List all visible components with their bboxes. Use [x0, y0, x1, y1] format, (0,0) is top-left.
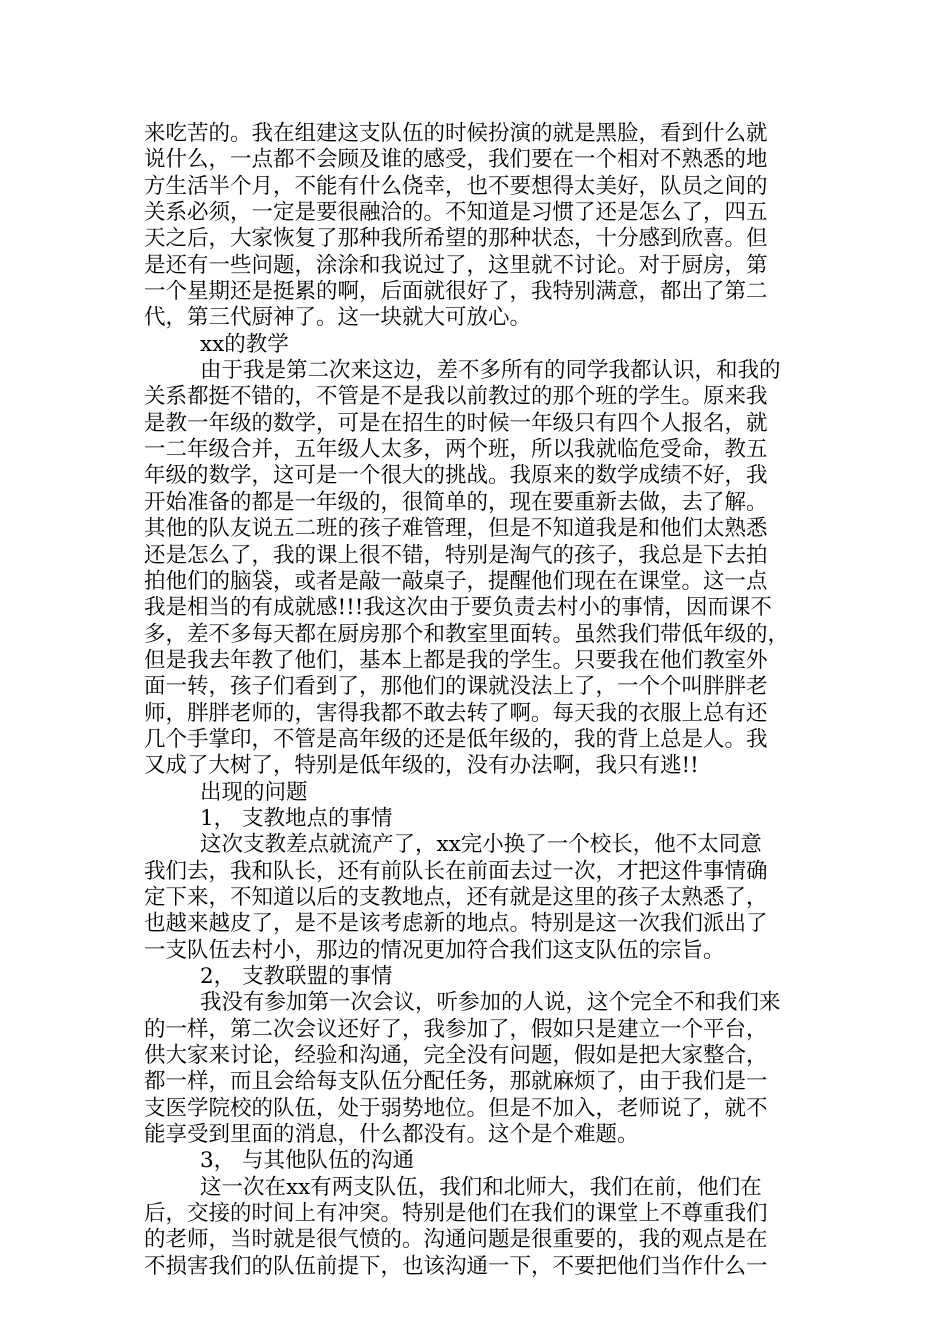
text-line: 关系必须，一定是要很融洽的。不知道是习惯了还是怎么了，四五	[144, 200, 768, 226]
text-line: 我没有参加第一次会议，听参加的人说，这个完全不和我们来	[200, 990, 781, 1016]
text-line: 这次支教差点就流产了，xx完小换了一个校长，他不太同意	[200, 832, 762, 858]
text-line: 由于我是第二次来这边，差不多所有的同学我都认识，和我的	[200, 358, 781, 384]
text-line: 师，胖胖老师的，害得我都不敢去转了啊。每天我的衣服上总有还	[144, 700, 768, 726]
section-heading: 出现的问题	[200, 779, 308, 805]
text-line: 一个星期还是挺累的啊，后面就很好了，我特别满意，都出了第二	[144, 279, 768, 305]
text-line: 还是怎么了，我的课上很不错，特别是淘气的孩子，我总是下去拍	[144, 542, 768, 568]
text-line: 一二年级合并，五年级人太多，两个班，所以我就临危受命，教五	[144, 437, 768, 463]
text-line: 开始准备的都是一年级的，很简单的，现在要重新去做，去了解。	[144, 489, 768, 515]
text-line: 但是我去年教了他们，基本上都是我的学生。只要我在他们教室外	[144, 647, 768, 673]
text-line: 面一转，孩子们看到了，那他们的课就没法上了，一个个叫胖胖老	[144, 674, 768, 700]
text-line: 这一次在xx有两支队伍，我们和北师大，我们在前，他们在	[200, 1174, 762, 1200]
text-line: 后，交接的时间上有冲突。特别是他们在我们的课堂上不尊重我们	[144, 1201, 768, 1227]
text-line: 支医学院校的队伍，处于弱势地位。但是不加入，老师说了，就不	[144, 1095, 768, 1121]
text-line: 也越来越皮了，是不是该考虑新的地点。特别是这一次我们派出了	[144, 911, 768, 937]
numbered-subheading: 2， 支教联盟的事情	[200, 964, 393, 989]
text-line: 代，第三代厨神了。这一块就大可放心。	[144, 305, 532, 331]
text-line: 能享受到里面的消息，什么都没有。这个是个难题。	[144, 1122, 639, 1148]
text-line: 的老师，当时就是很气愤的。沟通问题是很重要的，我的观点是在	[144, 1227, 768, 1253]
numbered-subheading: 1， 支教地点的事情	[200, 805, 393, 831]
text-line: 都一样，而且会给每支队伍分配任务，那就麻烦了，由于我们是一	[144, 1069, 768, 1095]
text-line: 是还有一些问题，涂涂和我说过了，这里就不讨论。对于厨房，第	[144, 252, 768, 278]
text-line: 年级的数学，这可是一个很大的挑战。我原来的数学成绩不好，我	[144, 463, 768, 489]
text-line: 定下来，不知道以后的支教地点，还有就是这里的孩子太熟悉了，	[144, 884, 768, 910]
section-heading: xx的教学	[200, 331, 289, 357]
text-line: 是教一年级的数学，可是在招生的时候一年级只有四个人报名，就	[144, 410, 768, 436]
text-line: 拍他们的脑袋，或者是敲一敲桌子，提醒他们现在在课堂。这一点	[144, 568, 768, 594]
text-line: 来吃苦的。我在组建这支队伍的时候扮演的就是黑脸，看到什么就	[144, 121, 768, 146]
text-line: 的一样，第二次会议还好了，我参加了，假如只是建立一个平台，	[144, 1016, 768, 1042]
text-line: 几个手掌印，不管是高年级的还是低年级的，我的背上总是人。我	[144, 726, 768, 752]
text-line: 供大家来讨论，经验和沟通，完全没有问题，假如是把大家整合，	[144, 1043, 768, 1069]
text-line: 我们去，我和队长，还有前队长在前面去过一次，才把这件事情确	[144, 858, 768, 884]
text-line: 天之后，大家恢复了那种我所希望的那种状态，十分感到欣喜。但	[144, 226, 768, 252]
text-line: 一支队伍去村小，那边的情况更加符合我们这支队伍的宗旨。	[144, 937, 725, 963]
text-line: 多，差不多每天都在厨房那个和教室里面转。虽然我们带低年级的，	[144, 621, 790, 647]
text-line: 又成了大树了，特别是低年级的，没有办法啊，我只有逃!!	[144, 753, 699, 779]
numbered-subheading: 3， 与其他队伍的沟通	[200, 1148, 415, 1174]
text-line: 我是相当的有成就感!!!我这次由于要负责去村小的事情，因而课不	[144, 595, 772, 621]
text-line: 其他的队友说五二班的孩子难管理，但是不知道我是和他们太熟悉	[144, 516, 768, 542]
text-line: 说什么，一点都不会顾及谁的感受，我们要在一个相对不熟悉的地	[144, 147, 768, 173]
text-line: 不损害我们的队伍前提下，也该沟通一下，不要把他们当作什么一	[144, 1253, 768, 1279]
text-line: 关系都挺不错的，不管是不是我以前教过的那个班的学生。原来我	[144, 384, 768, 410]
document-body	[144, 121, 814, 1280]
text-line: 方生活半个月，不能有什么侥幸，也不要想得太美好，队员之间的	[144, 173, 768, 199]
